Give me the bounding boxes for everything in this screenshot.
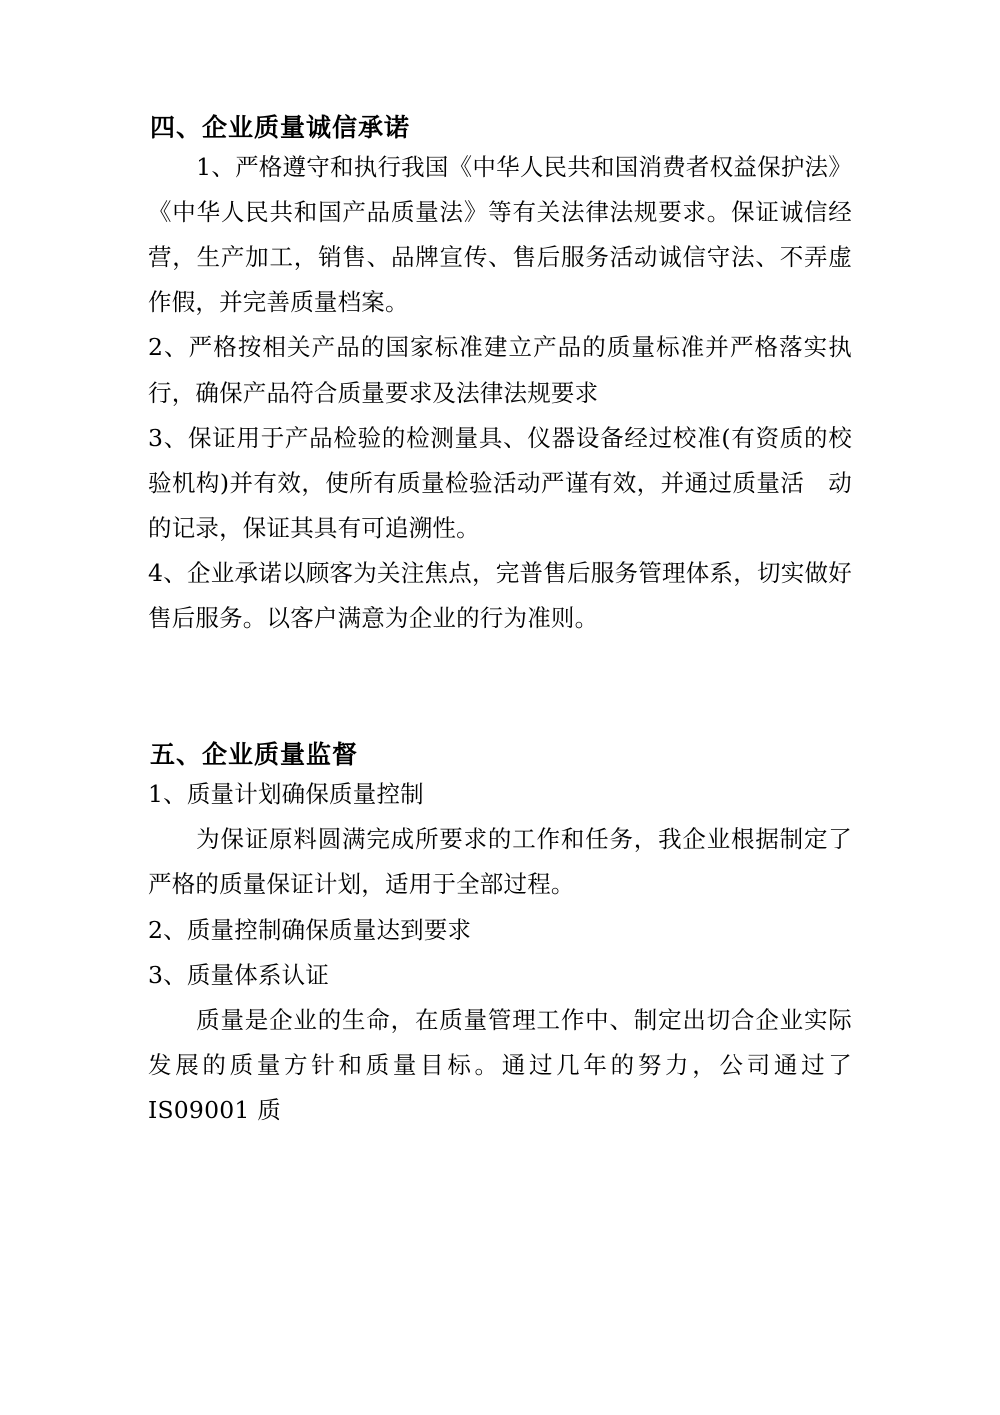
paragraph-4-2: 2、严格按相关产品的国家标准建立产品的质量标准并严格落实执行，确保产品符合质量要求及法律法规要求 [148, 333, 852, 407]
document-body [148, 110, 852, 1133]
paragraph-5-3: 2、质量控制确保质量达到要求 [148, 915, 472, 944]
section-spacer [148, 641, 852, 737]
paragraph-5-5: 质量是企业的生命，在质量管理工作中、制定出切合企业实际发展的质量方针和质量目标。通过几年的努力，公司通过了 IS09001 质 [148, 1005, 852, 1124]
paragraph-5-2: 为保证原料圆满完成所要求的工作和任务，我企业根据制定了严格的质量保证计划，适用于全部过程。 [148, 825, 852, 899]
paragraph-4-4: 4、企业承诺以顾客为关注焦点，完普售后服务管理体系，切实做好售后服务。以客户满意为企业的行为准则。 [148, 558, 852, 633]
section-heading-five: 五、企业质量监督 [150, 740, 359, 770]
paragraph-5-1: 1、质量计划确保质量控制 [148, 780, 424, 809]
paragraph-4-3: 3、保证用于产品检验的检测量具、仪器设备经过校准(有资质的校验机构)并有效，使所有质量检验活动严谨有效，并通过质量活 动的记录，保证其具有可追溯性。 [148, 423, 852, 542]
paragraph-4-1: 1、严格遵守和执行我国《中华人民共和国消费者权益保护法》《中华人民共和国产品质量法》等有关法律法规要求。保证诚信经营，生产加工，销售、品牌宣传、售后服务活动诚信守法、不弄虚作假，并完善质量档案。 [148, 153, 852, 317]
paragraph-5-4: 3、质量体系认证 [148, 960, 330, 989]
section-heading-four: 四、企业质量诚信承诺 [150, 113, 411, 142]
